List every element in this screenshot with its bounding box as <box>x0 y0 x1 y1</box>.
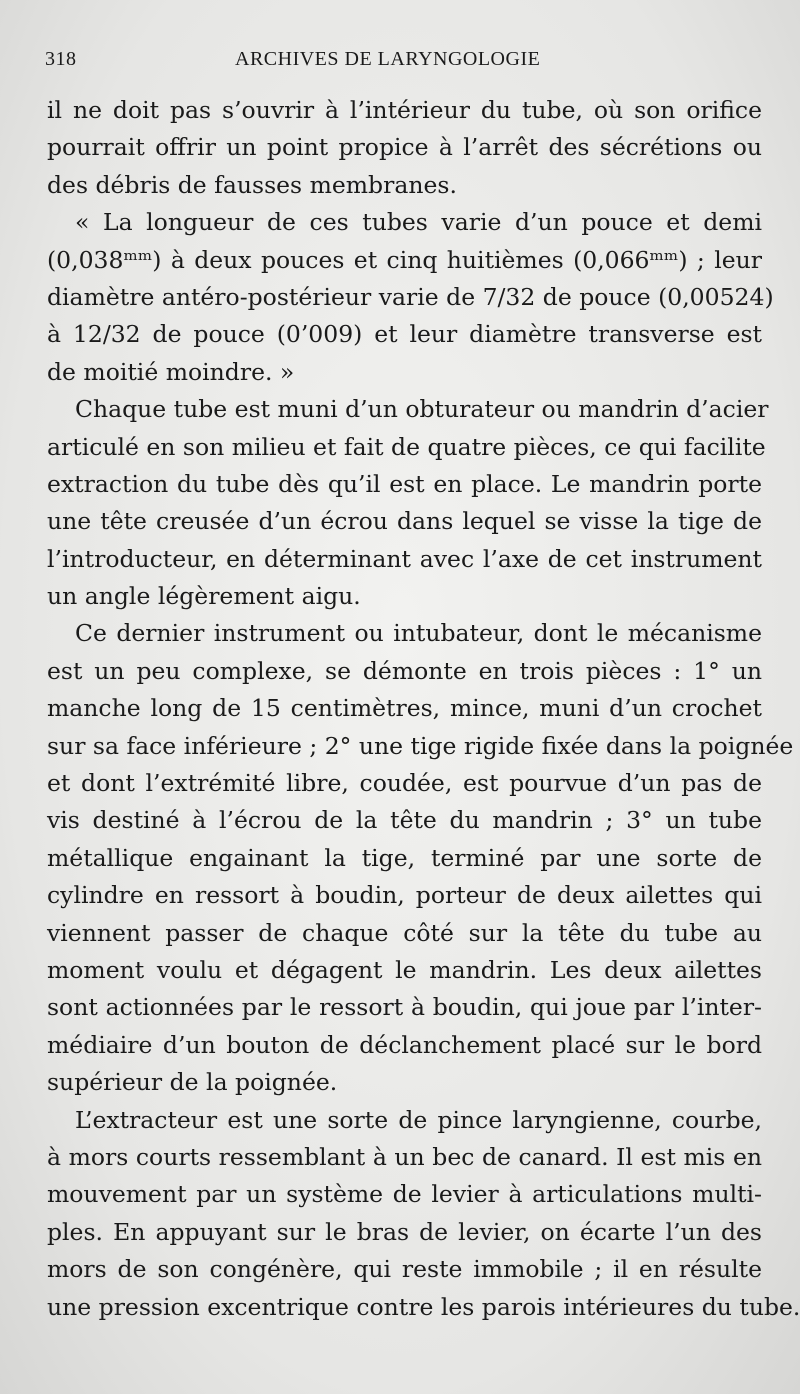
text-line: de moitié moindre. » <box>47 357 295 386</box>
text-line: « La longueur de ces tubes varie d’un pouce et demi <box>75 208 762 237</box>
text-line: médiaire d’un bouton de déclanchement placé sur le bord <box>47 1030 762 1059</box>
text-line: à 12/32 de pouce (0’009) et leur diamètre transverse est <box>47 320 762 349</box>
text-line: L’extracteur est une sorte de pince laryngienne, courbe, <box>75 1105 762 1134</box>
text-line: métallique engainant la tige, terminé par une sorte de <box>47 843 762 872</box>
text-line: l’introducteur, en déterminant avec l’axe de cet instrument <box>47 544 762 573</box>
text-line: moment voulu et dégagent le mandrin. Les deux ailettes <box>47 955 762 984</box>
text-line: mors de son congénère, qui reste immobile ; il en résulte <box>47 1255 762 1284</box>
text-line: est un peu complexe, se démonte en trois pièces : 1° un <box>47 656 762 685</box>
text-line: (0,038ᵐᵐ) à deux pouces et cinq huitièmes (0,066ᵐᵐ) ; leur <box>47 245 762 274</box>
text-line: Chaque tube est muni d’un obturateur ou mandrin d’acier <box>75 395 769 424</box>
journal-title: ARCHIVES DE LARYNGOLOGIE <box>235 48 541 70</box>
running-head <box>45 48 765 72</box>
text-line: ples. En appuyant sur le bras de levier, on écarte l’un des <box>47 1217 762 1246</box>
text-line: vis destiné à l’écrou de la tête du mandrin ; 3° un tube <box>47 806 762 835</box>
text-line: viennent passer de chaque côté sur la tête du tube au <box>47 918 762 947</box>
text-line: il ne doit pas s’ouvrir à l’intérieur du tube, où son orifice <box>47 96 762 124</box>
text-line: manche long de 15 centimètres, mince, muni d’un crochet <box>47 694 762 723</box>
text-line: diamètre antéro-postérieur varie de 7/32 de pouce (0,00524) <box>47 282 774 311</box>
text-line: sur sa face inférieure ; 2° une tige rigide fixée dans la poignée <box>47 731 794 760</box>
text-line: supérieur de la poignée. <box>47 1068 338 1097</box>
text-line: mouvement par un système de levier à articulations multi- <box>47 1180 762 1209</box>
text-line: des débris de fausses membranes. <box>47 170 457 199</box>
text-line: une pression excentrique contre les parois intérieures du tube. <box>47 1292 800 1321</box>
text-line: articulé en son milieu et fait de quatre pièces, ce qui facilite <box>47 432 766 461</box>
text-line: sont actionnées par le ressort à boudin, qui joue par l’inter- <box>47 993 762 1022</box>
text-line: Ce dernier instrument ou intubateur, dont le mécanisme <box>75 619 762 648</box>
text-line: cylindre en ressort à boudin, porteur de deux ailettes qui <box>47 881 762 910</box>
text-line: et dont l’extrémité libre, coudée, est pourvue d’un pas de <box>47 769 762 798</box>
text-line: une tête creusée d’un écrou dans lequel se visse la tige de <box>47 507 762 536</box>
text-line: un angle légèrement aigu. <box>47 582 361 611</box>
text-line: pourrait offrir un point propice à l’arrêt des sécrétions ou <box>47 133 762 162</box>
text-line: extraction du tube dès qu’il est en place. Le mandrin porte <box>47 469 762 498</box>
text-line: à mors courts ressemblant à un bec de canard. Il est mis en <box>47 1142 762 1171</box>
page-number: 318 <box>45 48 77 70</box>
body-text <box>47 92 800 1326</box>
